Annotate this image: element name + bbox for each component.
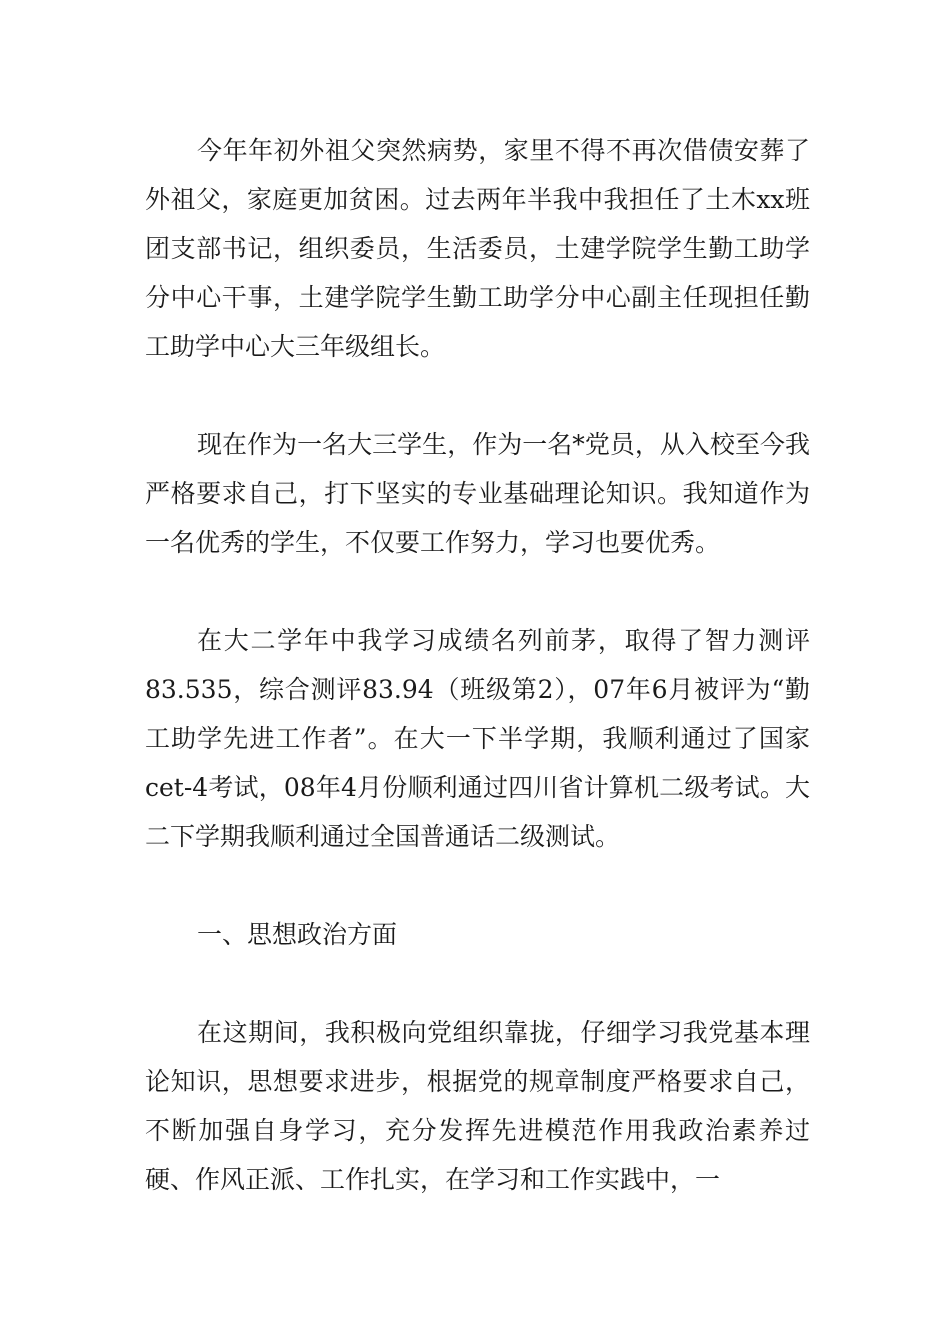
paragraph-gap [145, 861, 810, 910]
paragraph-self-requirement: 现在作为一名大三学生，作为一名*党员，从入校至今我严格要求自己，打下坚实的专业基础理论知识。我知道作为一名优秀的学生，不仅要工作努力，学习也要优秀。 [145, 430, 810, 557]
paragraph-family-and-roles: 今年年初外祖父突然病势，家里不得不再次借债安葬了外祖父，家庭更加贫困。过去两年半我中我担任了土木xx班团支部书记，组织委员，生活委员，土建学院学生勤工助学分中心干事，土建学院学生勤工助学分中心副主任现担任勤工助学中心大三年级组长。 [145, 136, 810, 361]
paragraph-gap [145, 371, 810, 420]
paragraph-gap [145, 567, 810, 616]
document-body [145, 126, 810, 1204]
paragraph-gap [145, 959, 810, 1008]
section-heading-ideology-politics: 一、思想政治方面 [197, 920, 398, 949]
paragraph-academic-achievements: 在大二学年中我学习成绩名列前茅，取得了智力测评83.535，综合测评83.94（班级第2），07年6月被评为“勤工助学先进工作者”。在大一下半学期，我顺利通过了国家cet-4考试，08年4月份顺利通过四川省计算机二级考试。大二下学期我顺利通过全国普通话二级测试。 [145, 626, 810, 851]
paragraph-party-study: 在这期间，我积极向党组织靠拢，仔细学习我党基本理论知识，思想要求进步，根据党的规章制度严格要求自己，不断加强自身学习，充分发挥先进模范作用我政治素养过硬、作风正派、工作扎实，在学习和工作实践中，一 [145, 1018, 810, 1194]
